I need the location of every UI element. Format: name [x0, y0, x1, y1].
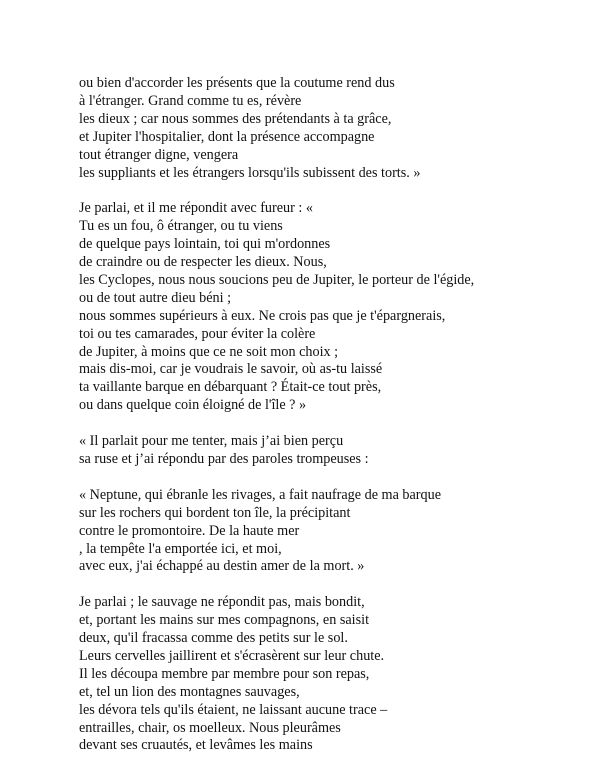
text-line: de quelque pays lointain, toi qui m'ordonnes [79, 236, 331, 253]
text-line: Tu es un fou, ô étranger, ou tu viens [79, 218, 283, 235]
text-line: « Il parlait pour me tenter, mais j’ai bien perçu [79, 433, 344, 450]
text-line: entrailles, chair, os moelleux. Nous pleurâmes [79, 719, 341, 736]
text-line: Il les découpa membre par membre pour son repas, [79, 665, 370, 682]
text-line: nous sommes supérieurs à eux. Ne crois pas que je t'épargnerais, [79, 307, 446, 324]
text-line: à l'étranger. Grand comme tu es, révère [79, 92, 302, 109]
text-line: tout étranger digne, vengera [79, 146, 239, 163]
text-line: ta vaillante barque en débarquant ? Était-ce tout près, [79, 379, 382, 396]
text-line: ou bien d'accorder les présents que la coutume rend dus [79, 75, 395, 91]
text-line: et, tel un lion des montagnes sauvages, [79, 683, 300, 700]
text-line: Je parlai ; le sauvage ne répondit pas, mais bondit, [79, 594, 365, 611]
stanza-2 [79, 200, 579, 415]
text-line: de Jupiter, à moins que ce ne soit mon choix ; [79, 343, 339, 360]
text-line: « Neptune, qui ébranle les rivages, a fait naufrage de ma barque [79, 486, 442, 503]
text-line: toi ou tes camarades, pour éviter la colère [79, 325, 316, 342]
stanza-5 [79, 594, 579, 755]
stanza-4 [79, 487, 579, 577]
text-line: sur les rochers qui bordent ton île, la précipitant [79, 504, 351, 521]
poem-text [79, 75, 579, 773]
text-line: les dévora tels qu'ils étaient, ne laissant aucune trace – [79, 701, 388, 718]
stanza-3 [79, 433, 579, 469]
text-line: ou dans quelque coin éloigné de l'île ? » [79, 397, 307, 414]
text-line: sa ruse et j’ai répondu par des paroles trompeuses : [79, 451, 369, 467]
text-line: et, portant les mains sur mes compagnons, en saisit [79, 612, 370, 629]
text-line: les Cyclopes, nous nous soucions peu de Jupiter, le porteur de l'égide, [79, 271, 475, 288]
text-line: contre le promontoire. De la haute mer [79, 522, 300, 539]
text-line: , la tempête l'a emportée ici, et moi, [79, 540, 282, 557]
text-line: de craindre ou de respecter les dieux. Nous, [79, 254, 327, 271]
text-line: Je parlai, et il me répondit avec fureur : « [79, 200, 313, 217]
text-line: mais dis-moi, car je voudrais le savoir, où as-tu laissé [79, 361, 383, 378]
text-line: et Jupiter l'hospitalier, dont la présence accompagne [79, 128, 375, 145]
text-line: les suppliants et les étrangers lorsqu'ils subissent des torts. » [79, 164, 421, 181]
text-line: ou de tout autre dieu béni ; [79, 289, 232, 306]
text-line: devant ses cruautés, et levâmes les mains [79, 737, 313, 754]
text-line: avec eux, j'ai échappé au destin amer de la mort. » [79, 558, 365, 575]
stanza-1 [79, 75, 579, 182]
text-line: Leurs cervelles jaillirent et s'écrasèrent sur leur chute. [79, 647, 385, 664]
text-line: les dieux ; car nous sommes des prétendants à ta grâce, [79, 110, 392, 127]
text-line: deux, qu'il fracassa comme des petits sur le sol. [79, 630, 348, 647]
